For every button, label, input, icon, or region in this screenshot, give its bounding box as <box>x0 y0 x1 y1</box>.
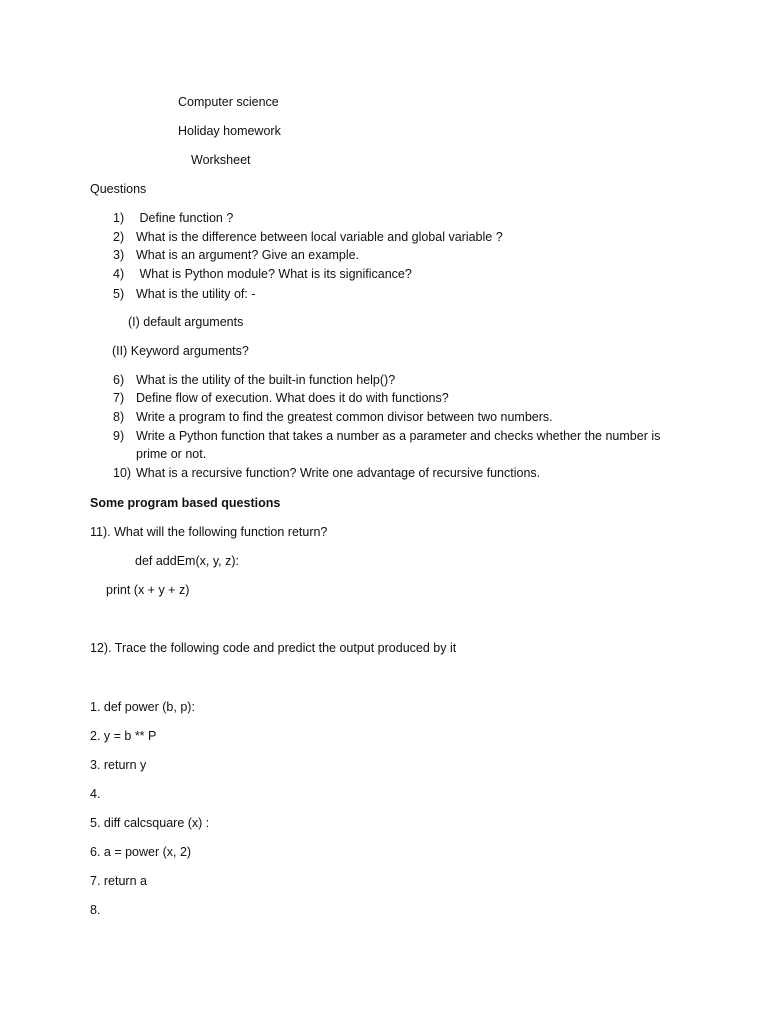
question-11-code-line: def addEm(x, y, z): <box>135 554 239 568</box>
question-number: 5) <box>113 287 125 301</box>
code-line: 8. <box>90 903 101 917</box>
question-number: 8) <box>113 410 125 424</box>
question-number: 6) <box>113 373 125 387</box>
question-text: What is the utility of the built-in function help()? <box>136 373 396 387</box>
question-text: Write a Python function that takes a number as a parameter and checks whether the number is <box>136 429 661 443</box>
question-text: Define function ? <box>136 211 234 225</box>
program-questions-heading: Some program based questions <box>90 496 281 510</box>
code-line: 2. y = b ** P <box>90 729 157 743</box>
question-text: What is Python module? What is its significance? <box>136 267 412 281</box>
question-number: 7) <box>113 391 125 405</box>
question-11-code-line: print (x + y + z) <box>106 583 190 597</box>
code-line: 5. diff calcsquare (x) : <box>90 816 210 830</box>
question-number: 4) <box>113 267 125 281</box>
question-text: What is an argument? Give an example. <box>136 248 360 262</box>
question-number: 9) <box>113 429 125 443</box>
worksheet-title: Worksheet <box>191 153 251 167</box>
question-text-continued: prime or not. <box>136 447 207 461</box>
sub-item-default-arguments: (I) default arguments <box>128 315 244 329</box>
question-number: 1) <box>113 211 125 225</box>
question-11-text: 11). What will the following function return? <box>90 525 328 539</box>
homework-title: Holiday homework <box>178 124 281 138</box>
question-text: What is the utility of: - <box>136 287 256 301</box>
sub-item-keyword-arguments: (II) Keyword arguments? <box>112 344 249 358</box>
code-line: 6. a = power (x, 2) <box>90 845 192 859</box>
question-number: 10) <box>113 466 132 480</box>
question-text: What is the difference between local variable and global variable ? <box>136 230 503 244</box>
subject-title: Computer science <box>178 95 279 109</box>
code-line: 7. return a <box>90 874 147 888</box>
question-number: 2) <box>113 230 125 244</box>
code-line: 1. def power (b, p): <box>90 700 195 714</box>
code-line: 4. <box>90 787 101 801</box>
question-text: Write a program to find the greatest common divisor between two numbers. <box>136 410 553 424</box>
code-line: 3. return y <box>90 758 147 772</box>
question-text: Define flow of execution. What does it do with functions? <box>136 391 449 405</box>
questions-heading: Questions <box>90 182 147 196</box>
question-text: What is a recursive function? Write one advantage of recursive functions. <box>136 466 541 480</box>
question-12-text: 12). Trace the following code and predict the output produced by it <box>90 641 457 655</box>
question-number: 3) <box>113 248 125 262</box>
